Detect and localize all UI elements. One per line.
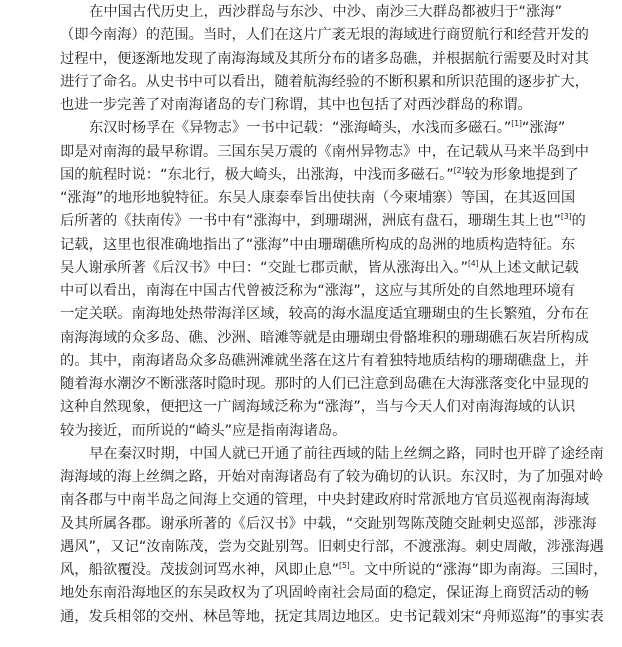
text-line: 过程中，便逐渐地发现了南海海域及其所分布的诸多岛礁，并根据航行需要及时对其 xyxy=(60,50,589,67)
text-line: 早在秦汉时期，中国人就已开通了前往西域的陆上丝绸之路，同时也开辟了途经南 xyxy=(89,445,604,462)
text-line: 地处东南沿海地区的东吴政权为了巩固岭南社会局面的稳定，保证海上商贸活动的畅 xyxy=(60,585,589,602)
text-segment: 东汉时杨孚在《异物志》一书中记载：“涨海崎头，水浅而多磁石。” xyxy=(89,120,512,137)
text-line xyxy=(60,164,579,187)
footnote-ref: [4] xyxy=(467,258,479,268)
text-segment: 较为形象地提到了 xyxy=(464,166,579,183)
text-line: 海海域的海上丝绸之路，开始对南海诸岛有了较为确切的认识。东汉时，为了加强对岭 xyxy=(60,469,604,485)
text-line: 进行了命名。从史书中可以看出，随着航海经验的不断积累和所识范围的逐步扩大， xyxy=(60,73,589,90)
footnote-ref: [3] xyxy=(560,212,572,222)
text-line xyxy=(60,210,586,233)
text-line: 通，发兵相邻的交州、林邑等地，抚定其周边地区。史书记载刘宋“舟师巡海”的事实表 xyxy=(60,608,604,625)
text-line: 中可以看出，南海在中国古代曾被泛称为“涨海”，这应与其所处的自然地理环境有 xyxy=(60,283,576,299)
text-line: 一定关联。南海地处热带海洋区域，较高的海水温度适宜珊瑚虫的生长繁殖，分布在 xyxy=(60,306,589,323)
text-segment: 国的航程时说：“东北行，极大崎头，出涨海，中浅而多磁石。” xyxy=(60,166,454,183)
text-line xyxy=(60,257,579,280)
text-line: “涨海”的地形地貌特征。东吴人康泰奉旨出使扶南（今柬埔寨）等国，在其返回国 xyxy=(60,190,576,206)
text-segment: “涨海” xyxy=(521,120,566,137)
text-line: 及其所属各郡。谢承所著的《后汉书》中载，“交趾别驾陈茂随交趾刺史巡部，涉涨海 xyxy=(60,515,597,532)
text-line: 随着海水潮汐不断涨落时隐时现。那时的人们已注意到岛礁在大海涨落变化中显现的 xyxy=(60,376,589,392)
footnote-ref: [5] xyxy=(339,561,350,570)
text-segment: 风，船欲覆没。茂拔剑诃骂水神，风即止息” xyxy=(60,562,340,578)
text-line xyxy=(60,559,608,582)
text-line: 较为接近，而所说的“崎头”应是指南海诸岛。 xyxy=(60,422,347,439)
text-segment: 后所著的《扶南传》一书中有“涨海中，到珊瑚洲，洲底有盘石，珊瑚生其上也” xyxy=(60,213,561,230)
text-line: 的。其中，南海诸岛众多岛礁洲滩就坐落在这片有着独特地质结构的珊瑚礁盘上，并 xyxy=(60,352,589,369)
text-line: 南海海域的众多岛、礁、沙洲、暗滩等就是由珊瑚虫骨骼堆积的珊瑚礁石灰岩所构成 xyxy=(60,329,589,346)
text-line: 即是对南海的最早称谓。三国东吴万震的《南州异物志》中，在记载从马来半岛到中 xyxy=(60,143,589,160)
text-line: 在中国古代历史上，西沙群岛与东沙、中沙、南沙三大群岛都被归于“涨海” xyxy=(89,4,562,20)
text-segment: 从上述文献记载 xyxy=(478,259,579,276)
text-line: 记载，这里也很准确地指出了“涨海”中由珊瑚礁所构成的岛洲的地质构造特征。东 xyxy=(60,236,576,253)
footnote-ref: [1] xyxy=(511,119,522,129)
text-segment: 。文中所说的“涨海”即为南海。三国时， xyxy=(349,562,608,578)
text-line: 也进一步完善了对南海诸岛的专门称谓，其中也包括了对西沙群岛的称谓。 xyxy=(60,97,532,113)
text-line xyxy=(60,117,566,140)
text-line: 这种自然现象，便把这一广阔海域泛称为“涨海”，当与今天人们对南海海域的认识 xyxy=(60,399,576,416)
text-line: 遇风”，又记“汝南陈茂，尝为交趾别驾。旧刺史行部，不渡涨海。刺史周敞，涉涨海遇 xyxy=(60,538,604,555)
text-segment: 吴人谢承所著《后汉书》中曰：“交趾七郡贡献，皆从涨海出入。” xyxy=(60,259,468,276)
text-line: 南各郡与中南半岛之间海上交通的管理，中央封建政府时常派地方官员巡视南海海域 xyxy=(60,492,589,509)
document-page xyxy=(60,0,608,647)
footnote-ref: [2] xyxy=(453,165,465,175)
text-segment: 的 xyxy=(571,213,586,230)
text-line: （即今南海）的范围。当时，人们在这片广袤无垠的海域进行商贸航行和经营开发的 xyxy=(60,27,589,44)
